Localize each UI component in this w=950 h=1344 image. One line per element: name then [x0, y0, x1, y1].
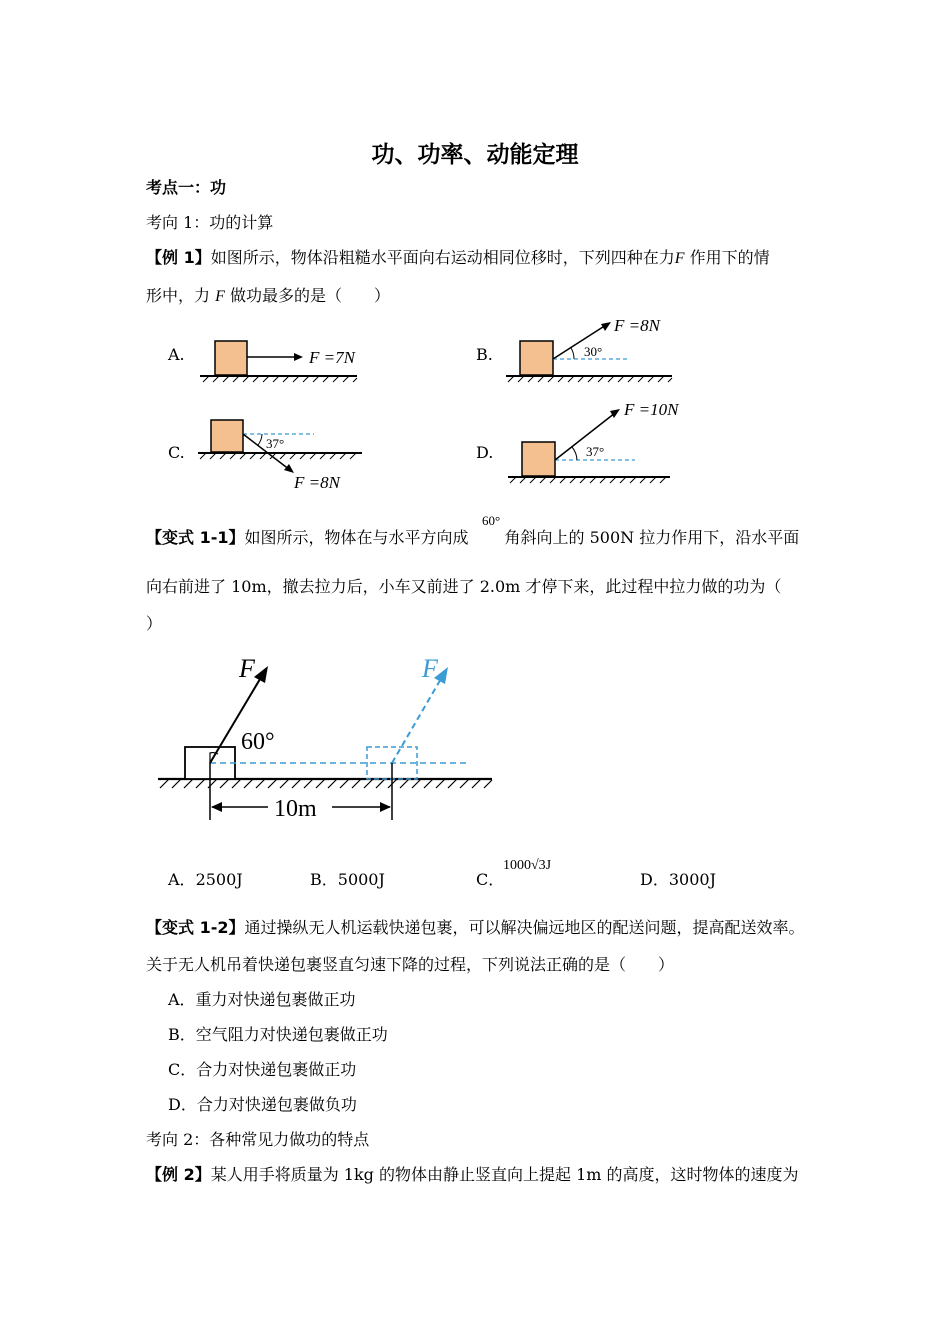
- figure-option-c: [194, 413, 364, 493]
- example1-tag: 【例 1】: [146, 248, 211, 267]
- variant12-choice-b: B．空气阻力对快递包裹做正功: [168, 1025, 388, 1044]
- figure-option-d: [502, 396, 692, 492]
- variant12-line1: [146, 918, 805, 938]
- variant11-line2: 向右前进了 10m，撤去拉力后，小车又前进了 2.0m 才停下来，此过程中拉力做的功为（: [146, 577, 782, 596]
- distance-label: 10m: [274, 796, 317, 822]
- angle-arc-c: [258, 434, 262, 445]
- option-b-letter: B.: [476, 345, 493, 364]
- figure-option-b: [500, 310, 680, 386]
- angle-label-d: 37°: [586, 444, 605, 459]
- force-label-a: F =7N: [309, 348, 355, 367]
- variant12-text-a: 通过操纵无人机运载快递包裹，可以解决偏远地区的配送问题，提高配送效率。: [244, 918, 805, 937]
- variant11-figure: [150, 648, 500, 823]
- variant11-angle: 60°: [482, 513, 501, 528]
- variant11-text-b: 角斜向上的 500N 拉力作用下，沿水平面: [504, 528, 800, 547]
- choice-b-value: 5000J: [337, 870, 385, 889]
- variant11-tag: 【变式 1-1】: [146, 528, 245, 547]
- force-label-b: F =8N: [614, 316, 660, 335]
- force-label-d: F =10N: [624, 400, 679, 419]
- section-heading: 考点一：功: [146, 178, 227, 197]
- choice-d-value: 3000J: [668, 870, 716, 889]
- example2-line1: [146, 1165, 799, 1185]
- choice-d-letter: D．: [640, 870, 669, 889]
- choice-b-letter: B．: [310, 870, 338, 889]
- variant12-choice-d: D．合力对快递包裹做负功: [168, 1095, 357, 1114]
- direction-heading-2: 考向 2：各种常见力做功的特点: [146, 1130, 370, 1149]
- force-label-right: F: [422, 654, 438, 683]
- option-a-letter: A.: [168, 345, 185, 364]
- variant11-choice-a: [168, 870, 243, 890]
- variant12-line2: 关于无人机吊着快递包裹竖直匀速下降的过程，下列说法正确的是（ ）: [146, 955, 675, 974]
- example1-text-b: 作用下的情: [684, 248, 770, 267]
- block-c: [211, 420, 243, 452]
- figure-option-a: [195, 335, 365, 385]
- angle-arc-d: [572, 447, 577, 460]
- block-a: [215, 341, 247, 375]
- option-c-letter: C.: [168, 443, 185, 462]
- option-d-letter: D.: [476, 443, 494, 462]
- block-d: [522, 442, 555, 476]
- force-arrow-d: [555, 413, 615, 460]
- variant11-choice-c-value: 1000√3J: [503, 858, 552, 873]
- choice-a-value: 2500J: [195, 870, 243, 889]
- angle-label-main: 60°: [241, 729, 275, 755]
- variant11-line3: ）: [146, 614, 163, 633]
- example2-text: 某人用手将质量为 1kg 的物体由静止竖直向上提起 1m 的高度，这时物体的速度为: [210, 1165, 799, 1184]
- angle-label-c: 37°: [266, 436, 285, 451]
- force-arrow-right: [392, 677, 442, 763]
- variant11-line1: [146, 528, 799, 548]
- variant11-choice-d: [640, 870, 716, 890]
- arrowhead-c: [284, 464, 294, 473]
- example1-var-2: F: [215, 288, 225, 305]
- example1-var: F: [674, 250, 685, 267]
- block-b: [520, 341, 553, 375]
- variant12-choice-a: A．重力对快递包裹做正功: [168, 990, 356, 1009]
- variant11-choice-b: [310, 870, 385, 890]
- variant11-text-a: 如图所示，物体在与水平方向成: [244, 528, 469, 547]
- example1-text-d: 做功最多的是（ ）: [224, 286, 390, 305]
- variant12-choice-c: C．合力对快递包裹做正功: [168, 1060, 357, 1079]
- arrowhead-a: [294, 353, 303, 361]
- force-label-left: F: [239, 654, 255, 683]
- direction-heading-1: 考向 1：功的计算: [146, 213, 274, 232]
- arrowhead-b: [601, 322, 611, 331]
- dimension-arrow-right: [380, 802, 391, 812]
- variant11-choice-c-letter: C．: [476, 870, 505, 889]
- arrowhead-left: [254, 666, 268, 683]
- angle-label-b: 30°: [584, 344, 603, 359]
- choice-a-letter: A．: [168, 870, 196, 889]
- example1-line1: [146, 248, 770, 269]
- force-label-c: F =8N: [294, 473, 340, 492]
- page-title: 功、功率、动能定理: [371, 142, 579, 168]
- example2-tag: 【例 2】: [146, 1165, 211, 1184]
- variant12-tag: 【变式 1-2】: [146, 918, 245, 937]
- example1-text-c: 形中，力: [146, 286, 216, 305]
- example1-text-a: 如图所示，物体沿粗糙水平面向右运动相同位移时，下列四种在力: [210, 248, 675, 267]
- example1-line2: [146, 286, 390, 307]
- angle-arc-b: [571, 348, 574, 359]
- dimension-arrow-left: [211, 802, 222, 812]
